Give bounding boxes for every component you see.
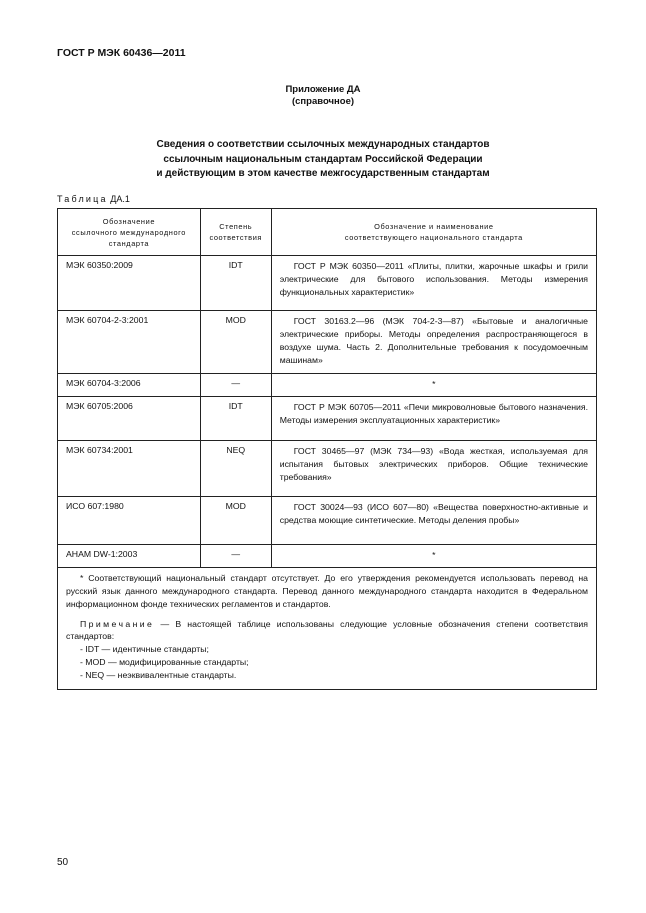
page-title [0,138,646,182]
header-degree [200,209,271,256]
page-number: 50 [57,857,69,868]
cell-degree: NEQ [200,440,271,496]
appendix-subtitle: (справочное) [291,96,355,107]
header-line: соответствия [209,233,263,242]
title-line: Сведения о соответствии ссылочных международных стандартов [156,139,490,150]
cell-degree: MOD [200,496,271,544]
cell-code: МЭК 60734:2001 [58,440,201,496]
document-code: ГОСТ Р МЭК 60436—2011 [57,47,186,59]
cell-degree: IDT [200,396,271,440]
table-row [58,544,597,567]
title-line: и действующим в этом качестве межгосударственным стандартам [156,168,490,179]
cell-degree: IDT [200,256,271,311]
cell-code: AHAM DW-1:2003 [58,544,201,567]
footnote: * Соответствующий национальный стандарт отсутствует. До его утверждения рекомендуется использовать перевод на русский язык данного международного стандарта. Перевод данного международного стандарта находится в Федеральном информационном фонде технических регламентов и стандартов. [66,572,588,609]
header-line: ссылочного международного [71,227,186,237]
table-row [58,440,597,496]
note-item: - NEQ — неэквивалентные стандарты. [80,670,237,681]
note-label: Примечание [80,618,155,629]
cell-code: МЭК 60704-2-3:2001 [58,311,201,374]
table-notes-row [58,567,597,689]
note-item: - IDT — идентичные стандарты; [80,644,209,655]
cell-degree: — [200,374,271,397]
header-line: Обозначение и наименование [374,222,494,231]
cell-name: ГОСТ 30024—93 (ИСО 607—80) «Вещества поверхностно-активные и средства моющие синтетические. Методы деления пробы» [271,496,596,544]
standards-table [57,208,597,690]
header-line: соответствующего национального стандарта [344,233,523,242]
cell-degree: — [200,544,271,567]
cell-code: МЭК 60704-3:2006 [58,374,201,397]
cell-degree: MOD [200,311,271,374]
table-row [58,256,597,311]
table-caption [57,194,130,204]
cell-code: ИСО 607:1980 [58,496,201,544]
header-line: Обозначение [102,216,156,226]
header-international-standard [58,209,201,256]
table-caption-id: ДА.1 [110,194,130,204]
note [66,618,588,644]
appendix-title: Приложение ДА [285,84,361,95]
cell-name: * [271,374,596,397]
title-line: ссылочным национальным стандартам Российской Федерации [163,153,483,165]
table-notes [58,567,597,689]
header-line: стандарта [108,238,150,248]
cell-name: * [271,544,596,567]
table-row [58,396,597,440]
header-national-standard [271,209,596,256]
appendix-heading [0,84,646,108]
cell-name: ГОСТ 30163.2—96 (МЭК 704-2-3—87) «Бытовые и аналогичные электрические приборы. Методы определения распространяющегося в воздухе шума. Часть 2. Дополнительные требования к посудомоечным машинам» [271,311,596,374]
cell-name: ГОСТ 30465—97 (МЭК 734—93) «Вода жесткая, используемая для испытания бытовых электрических приборов. Общие технические требования» [271,440,596,496]
table-caption-word: Таблица [57,194,108,204]
table-header-row [58,209,597,256]
cell-name: ГОСТ Р МЭК 60705—2011 «Печи микроволновые бытового назначения. Методы измерения эксплуатационных характеристик» [271,396,596,440]
table-row [58,311,597,374]
header-line: Степень [219,222,253,231]
cell-code: МЭК 60350:2009 [58,256,201,311]
table-row [58,496,597,544]
cell-code: МЭК 60705:2006 [58,396,201,440]
table-row [58,374,597,397]
note-text: — В настоящей таблице использованы следующие условные обозначения степени соответствия стандартов: [66,618,588,642]
note-item: - MOD — модифицированные стандарты; [80,657,249,668]
cell-name: ГОСТ Р МЭК 60350—2011 «Плиты, плитки, жарочные шкафы и грили электрические для бытового использования. Методы измерения функциональных характеристик» [271,256,596,311]
